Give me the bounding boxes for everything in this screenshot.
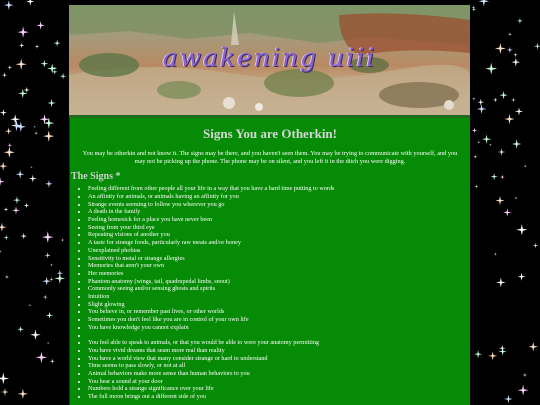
sparkle-star-icon: [4, 0, 14, 10]
sparkle-star-icon: [516, 224, 527, 235]
list-item: • Commonly seeing and/or sensing ghosts and spirits: [88, 285, 470, 293]
sparkle-star-icon: [499, 345, 506, 352]
sparkle-star-icon: [42, 277, 51, 286]
list-item: • The full moon brings out a different side of you: [88, 393, 470, 401]
sparkle-star-icon: [477, 99, 484, 106]
sparkle-star-icon: [7, 65, 12, 70]
sparkle-star-icon: [533, 243, 539, 249]
list-item: • Time seems to pass slowly, or not at all: [88, 362, 470, 370]
sparkle-star-icon: [477, 104, 487, 114]
sparkle-star-icon: [513, 53, 518, 58]
sparkle-star-icon: [482, 135, 491, 144]
sparkle-star-icon: [46, 312, 53, 319]
sparkle-star-icon: [2, 72, 7, 77]
sparkle-star-icon: [472, 97, 476, 101]
sparkle-star-icon: [471, 5, 475, 9]
desert-banner: [69, 5, 470, 115]
sparkle-star-icon: [0, 250, 2, 253]
list-item: • Memories that aren't your own: [88, 262, 470, 270]
sparkle-star-icon: [54, 273, 65, 284]
list-item: • Animal behaviors make more sense than human behaviors to you: [88, 370, 470, 378]
sparkle-star-icon: [472, 7, 477, 12]
sparkle-star-icon: [485, 63, 497, 75]
sparkle-star-icon: [40, 60, 48, 68]
sparkle-star-icon: [45, 252, 51, 258]
signs-heading: The Signs *: [71, 171, 121, 183]
sparkle-star-icon: [496, 278, 506, 288]
sparkle-star-icon: [20, 233, 27, 240]
sparkle-star-icon: [50, 359, 55, 364]
sparkle-star-icon: [10, 114, 20, 124]
list-item: • You hear a sound at your door: [88, 378, 470, 386]
sparkle-star-icon: [498, 148, 506, 156]
intro-paragraph: You may be otherkin and not know it. The signs may be there, and you haven't seen them. You may be trying to communicate with yourself, and you may not be picking up the phone. The phone may be on silent, and you left it in the ditch you were digging.: [82, 150, 458, 165]
sparkle-star-icon: [60, 73, 66, 79]
sparkle-star-icon: [500, 91, 508, 99]
sparkle-star-icon: [473, 155, 477, 159]
sparkle-star-icon: [507, 47, 513, 53]
sparkle-star-icon: [518, 273, 526, 281]
sparkle-star-icon: [517, 18, 523, 24]
sparkle-star-icon: [26, 0, 34, 6]
list-item: • Repeating visions of another you: [88, 231, 470, 239]
sparkle-star-icon: [30, 166, 32, 168]
sparkle-star-icon: [504, 395, 512, 403]
sparkle-star-icon: [479, 0, 489, 6]
sparkle-star-icon: [528, 342, 538, 352]
sparkle-star-icon: [0, 223, 7, 232]
site-title: awakening uiii: [162, 43, 377, 72]
sparkle-star-icon: [488, 351, 497, 360]
sparkle-star-icon: [12, 206, 20, 214]
sparkle-star-icon: [34, 126, 37, 129]
list-item: • Strange events seeming to follow you wherever you go: [88, 201, 470, 209]
sparkle-star-icon: [36, 21, 44, 29]
sparkle-star-icon: [7, 143, 12, 148]
sparkle-star-icon: [534, 43, 540, 50]
list-item: • Feeling different from other people all your life in a way that you have a hard time putting to words: [88, 185, 470, 193]
list-item: • Slight glowing: [88, 301, 470, 309]
sparkle-star-icon: [503, 208, 511, 216]
list-item: • A death in the family: [88, 208, 470, 216]
list-item: [88, 332, 470, 340]
sparkle-star-icon: [491, 173, 498, 180]
sparkle-star-icon: [494, 252, 497, 255]
sparkle-star-icon: [35, 44, 40, 49]
sparkle-star-icon: [518, 385, 529, 396]
sparkle-star-icon: [16, 122, 26, 132]
sparkle-star-icon: [19, 43, 25, 49]
main-content: [69, 118, 470, 405]
sparkle-star-icon: [45, 180, 53, 188]
sparkle-star-icon: [474, 350, 482, 358]
sparkle-star-icon: [18, 389, 28, 399]
list-item: • An affinity for animals, or animals having an affinity for you: [88, 193, 470, 201]
list-item: • Intuition: [88, 293, 470, 301]
page-column: [69, 5, 470, 405]
sparkle-star-icon: [17, 326, 24, 333]
sparkle-star-icon: [500, 175, 505, 180]
sparkle-star-icon: [472, 128, 478, 134]
sparkle-star-icon: [493, 98, 498, 103]
sparkle-star-icon: [0, 177, 5, 186]
sparkle-star-icon: [50, 263, 53, 266]
page-heading: Signs You are Otherkin!: [203, 126, 337, 141]
sparkle-star-icon: [512, 139, 522, 149]
sparkle-star-icon: [61, 238, 65, 242]
sparkle-star-icon: [29, 175, 37, 183]
list-item: • Her memories: [88, 270, 470, 278]
sparkle-star-icon: [49, 277, 53, 281]
sparkle-star-icon: [523, 373, 528, 378]
sparkle-star-icon: [511, 58, 520, 67]
list-item: • Sensitivity to metal or strange allergies: [88, 255, 470, 263]
sparkle-star-icon: [495, 43, 506, 54]
sparkle-star-icon: [43, 295, 48, 300]
sparkle-star-icon: [16, 59, 27, 70]
sparkle-star-icon: [474, 185, 478, 189]
sparkle-star-icon: [4, 147, 15, 158]
sparkle-star-icon: [28, 304, 31, 307]
sparkle-star-icon: [24, 203, 30, 209]
sparkle-star-icon: [43, 130, 54, 141]
sparkle-star-icon: [42, 231, 54, 243]
sparkle-star-icon: [34, 131, 38, 135]
sparkle-star-icon: [524, 164, 527, 167]
sparkle-star-icon: [0, 162, 8, 171]
sparkle-star-icon: [4, 207, 9, 212]
sparkle-star-icon: [495, 196, 504, 205]
sparkle-star-icon: [489, 143, 492, 146]
list-item: • You have knowledge you cannot explain: [88, 324, 470, 332]
sparkle-star-icon: [504, 114, 514, 124]
sparkle-star-icon: [477, 141, 480, 144]
sparkle-star-icon: [54, 40, 61, 47]
sparkle-star-icon: [1, 388, 9, 396]
sparkle-star-icon: [511, 98, 516, 103]
sparkle-star-icon: [47, 99, 55, 107]
sparkle-star-icon: [24, 87, 30, 93]
sparkle-star-icon: [17, 26, 28, 37]
sparkle-star-icon: [36, 352, 48, 364]
sparkle-star-icon: [13, 196, 21, 204]
sparkle-star-icon: [16, 170, 25, 179]
signs-list: [70, 185, 470, 401]
list-item: • You have a world view that many consider strange or hard to understand: [88, 355, 470, 363]
sparkle-star-icon: [30, 330, 40, 340]
sparkle-star-icon: [47, 342, 50, 345]
sparkle-star-icon: [0, 109, 7, 116]
sparkle-star-icon: [3, 235, 9, 241]
list-item: • Numbers hold a strange significance over your life: [88, 385, 470, 393]
sparkle-star-icon: [5, 275, 9, 279]
sparkle-star-icon: [5, 128, 12, 135]
sparkle-star-icon: [514, 196, 517, 199]
sparkle-star-icon: [515, 107, 523, 115]
list-item: • A taste for strange foods, particularly raw meats and/or honey: [88, 239, 470, 247]
list-item: • Unexplained phobias: [88, 247, 470, 255]
list-item: • You believe in, or remember past lives, or other worlds: [88, 308, 470, 316]
list-item: • You feel able to speak to animals, or that you would be able to were your anatomy permitting: [88, 339, 470, 347]
list-item: • Sometimes you don't feel like you are in control of your own life: [88, 316, 470, 324]
list-item: • Feeling homesick for a place you have never been: [88, 216, 470, 224]
sparkle-star-icon: [508, 32, 512, 36]
sparkle-star-icon: [0, 373, 9, 385]
list-item: • Phantom anatomy (wings, tail, quadrupedal limbs, snout): [88, 278, 470, 286]
list-item: • You have vivid dreams that seam more real than reality: [88, 347, 470, 355]
list-item: • Seeing from your third eye: [88, 224, 470, 232]
